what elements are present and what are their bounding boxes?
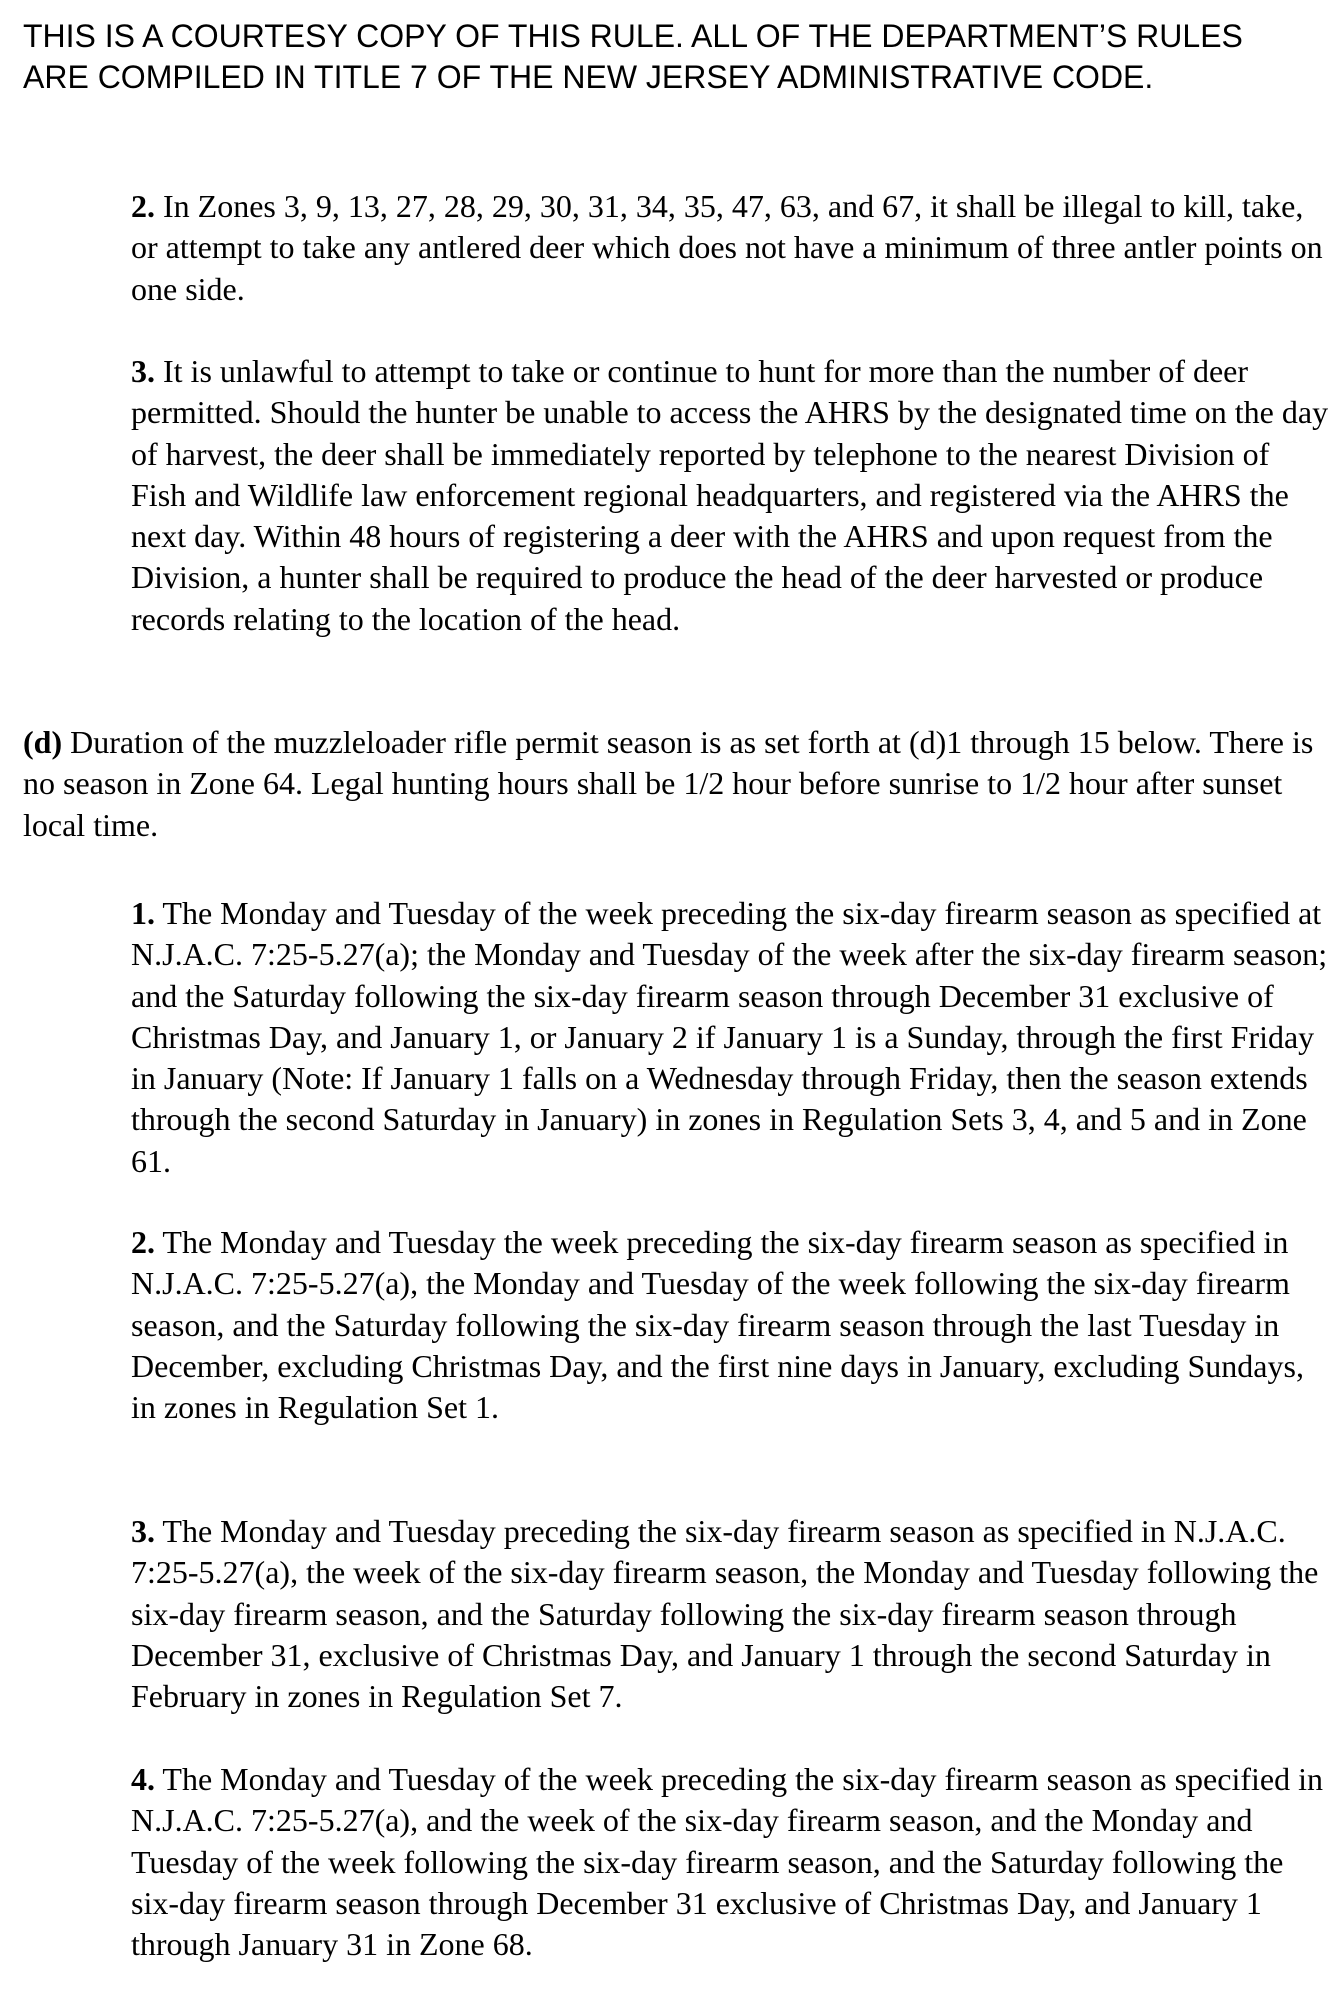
courtesy-copy-notice: THIS IS A COURTESY COPY OF THIS RULE. ALL OF THE DEPARTMENT’S RULES ARE COMPILED IN TITLE 7 OF THE NEW JERSEY ADMINISTRATIVE CODE. [23, 18, 1243, 95]
paragraph-text: The Monday and Tuesday the week preceding the six-day firearm season as specified in N.J.A.C. 7:25-5.27(a), the Monday and Tuesday of the week following the six-day firearm season, and the Saturday following the six-day firearm season through the last Tuesday in December, excluding Christmas Day, and the first nine days in January, excluding Sundays, in zones in Regulation Set 1. [131, 1224, 1304, 1426]
paragraph-c-3 [131, 351, 1331, 640]
paragraph-marker: (d) [23, 724, 63, 760]
paragraph-text: The Monday and Tuesday preceding the six-day firearm season as specified in N.J.A.C. 7:25-5.27(a), the week of the six-day firearm season, the Monday and Tuesday following the six-day firearm season, and the Saturday following the six-day firearm season through December 31, exclusive of Christmas Day, and January 1 through the second Saturday in February in zones in Regulation Set 7. [131, 1513, 1319, 1715]
paragraph-text: The Monday and Tuesday of the week preceding the six-day firearm season as specified at N.J.A.C. 7:25-5.27(a); the Monday and Tuesday of the week after the six-day firearm season; and the Saturday following the six-day firearm season through December 31 exclusive of Christmas Day, and January 1, or January 2 if January 1 is a Sunday, through the first Friday in January (Note: If January 1 falls on a Wednesday through Friday, then the season extends through the second Saturday in January) in zones in Regulation Sets 3, 4, and 5 and in Zone 61. [131, 895, 1328, 1179]
paragraph-d [23, 722, 1323, 846]
paragraph-c-2 [131, 186, 1331, 310]
paragraph-marker: 4. [131, 1761, 155, 1797]
paragraph-marker: 2. [131, 1224, 155, 1260]
paragraph-text: It is unlawful to attempt to take or continue to hunt for more than the number of deer permitted. Should the hunter be unable to access the AHRS by the designated time on the day of harvest, the deer shall be immediately reported by telephone to the nearest Division of Fish and Wildlife law enforcement regional headquarters, and registered via the AHRS the next day. Within 48 hours of registering a deer with the AHRS and upon request from the Division, a hunter shall be required to produce the head of the deer harvested or produce records relating to the location of the head. [131, 353, 1329, 637]
paragraph-text: In Zones 3, 9, 13, 27, 28, 29, 30, 31, 34, 35, 47, 63, and 67, it shall be illegal to kill, take, or attempt to take any antlered deer which does not have a minimum of three antler points on one side. [131, 188, 1323, 307]
paragraph-text: The Monday and Tuesday of the week preceding the six-day firearm season as specified in N.J.A.C. 7:25-5.27(a), and the week of the six-day firearm season, and the Monday and Tuesday of the week following the six-day firearm season, and the Saturday following the six-day firearm season through December 31 exclusive of Christmas Day, and January 1 through January 31 in Zone 68. [131, 1761, 1323, 1963]
paragraph-d-4 [131, 1759, 1331, 1965]
paragraph-d-1 [131, 893, 1331, 1182]
paragraph-d-3 [131, 1511, 1331, 1717]
paragraph-marker: 2. [131, 188, 155, 224]
paragraph-text: Duration of the muzzleloader rifle permit season is as set forth at (d)1 through 15 below. There is no season in Zone 64. Legal hunting hours shall be 1/2 hour before sunrise to 1/2 hour after sunset local time. [23, 724, 1314, 843]
paragraph-marker: 1. [131, 895, 155, 931]
paragraph-marker: 3. [131, 353, 155, 389]
paragraph-d-2 [131, 1222, 1331, 1428]
paragraph-marker: 3. [131, 1513, 155, 1549]
